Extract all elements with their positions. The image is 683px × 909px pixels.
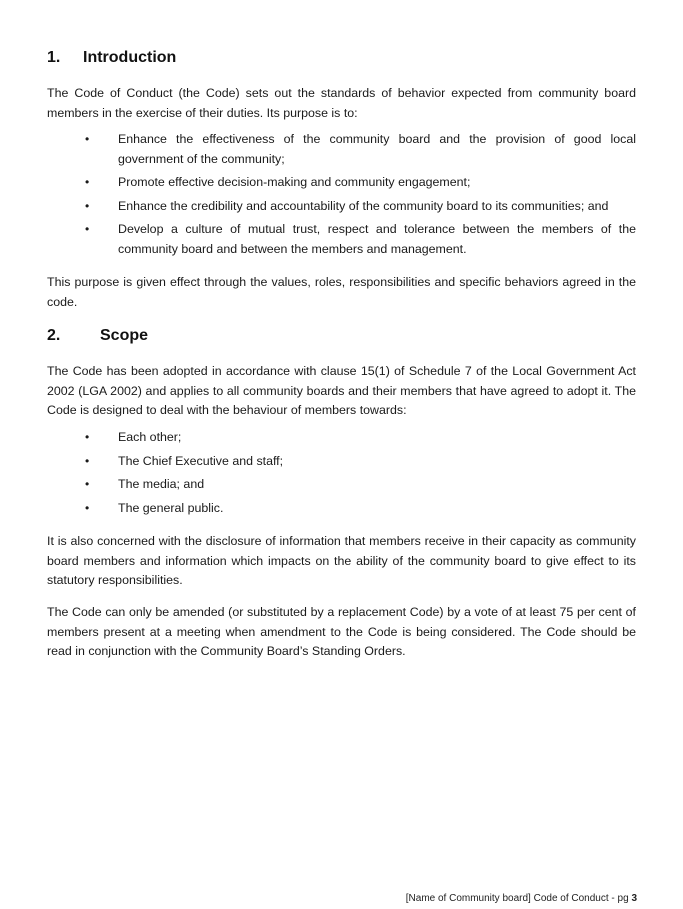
bullet-icon: • <box>85 132 90 146</box>
bullet-icon: • <box>85 222 90 236</box>
intro-paragraph: The Code of Conduct (the Code) sets out the standards of behavior expected from community board members in the exercise of their duties. Its purpose is to: <box>47 86 636 120</box>
section-title: Scope <box>100 327 149 344</box>
section-heading-scope <box>47 327 148 345</box>
bullet-icon: • <box>85 453 90 468</box>
section-heading-introduction <box>47 49 176 67</box>
list-item: • Enhance the effectiveness of the community board and the provision of good local government of the community; <box>85 132 636 166</box>
bullet-icon: • <box>85 175 90 189</box>
list-item: • Develop a culture of mutual trust, respect and tolerance between the members of the community board and between the members and management. <box>85 222 636 256</box>
disclosure-paragraph: It is also concerned with the disclosure of information that members receive in their capacity as community board members and information which impacts on the ability of the community board to give effect to its statutory responsibilities. <box>47 534 636 587</box>
list-item: • The general public. <box>47 499 636 519</box>
list-item: • Enhance the credibility and accountability of the community board to its communities; and <box>47 197 636 217</box>
list-item: • Each other; <box>47 428 636 448</box>
section-number: 2. <box>47 327 61 344</box>
purpose-closing-paragraph: This purpose is given effect through the values, roles, responsibilities and specific behaviors agreed in the code. <box>47 275 636 309</box>
bullet-icon: • <box>85 500 90 515</box>
amendment-paragraph: The Code can only be amended (or substituted by a replacement Code) by a vote of at least 75 per cent of members present at a meeting when amendment to the Code is being considered. The Code should be read in conjunction with the Community Board’s Standing Orders. <box>47 605 636 658</box>
purpose-list <box>47 130 636 263</box>
list-item: • The media; and <box>47 475 636 495</box>
bullet-icon: • <box>85 430 90 444</box>
scope-list <box>47 428 636 522</box>
section-number: 1. <box>47 49 61 66</box>
section-title: Introduction <box>83 49 177 66</box>
page-footer <box>406 893 637 904</box>
page-number: 3 <box>631 893 637 904</box>
scope-paragraph: The Code has been adopted in accordance with clause 15(1) of Schedule 7 of the Local Government Act 2002 (LGA 2002) and applies to all community boards and their members that have agreed to adopt it. The Code is designed to deal with the behaviour of members towards: <box>47 364 636 417</box>
bullet-icon: • <box>85 198 90 213</box>
list-item: • Promote effective decision-making and community engagement; <box>47 173 636 193</box>
bullet-icon: • <box>85 477 90 491</box>
footer-text: [Name of Community board] Code of Conduct - pg <box>405 893 632 904</box>
list-item: • The Chief Executive and staff; <box>47 452 636 472</box>
